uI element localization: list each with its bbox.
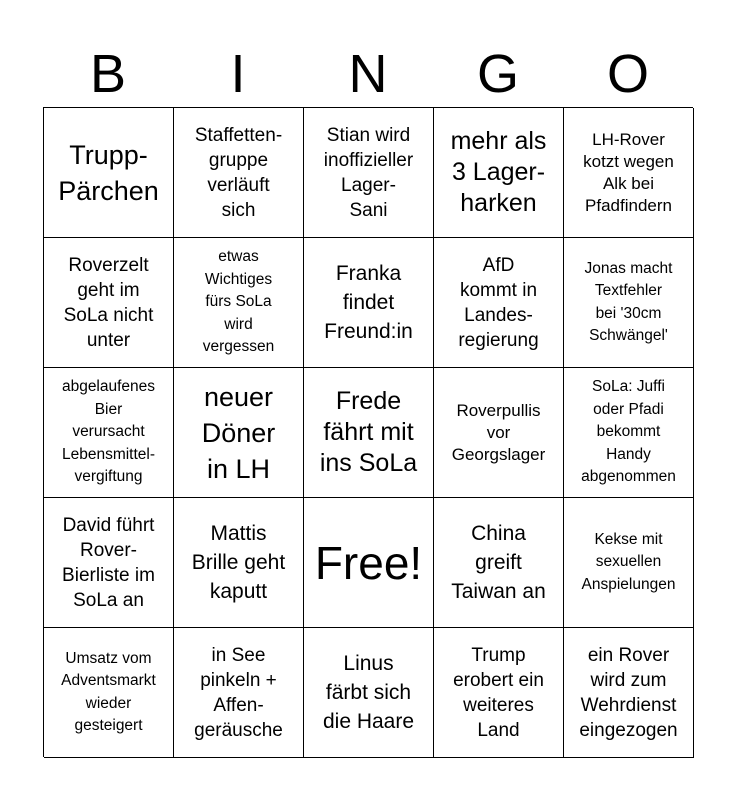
cell-text: in See pinkeln + Affen- geräusche xyxy=(194,644,283,741)
cell-text: Trump erobert ein weiteres Land xyxy=(453,644,544,741)
bingo-cell[interactable] xyxy=(564,108,694,238)
bingo-cell[interactable] xyxy=(174,238,304,368)
bingo-cell[interactable] xyxy=(174,498,304,628)
bingo-cell[interactable] xyxy=(564,628,694,758)
cell-text: Mattis Brille geht kaputt xyxy=(191,522,286,603)
bingo-cell[interactable] xyxy=(434,628,564,758)
bingo-header xyxy=(43,42,693,106)
cell-text: Trupp- Pärchen xyxy=(58,139,159,206)
cell-text: Frede fährt mit ins SoLa xyxy=(319,387,418,477)
cell-text: mehr als 3 Lager- harken xyxy=(450,127,547,217)
bingo-cell[interactable] xyxy=(44,108,174,238)
cell-text: Staffetten- gruppe verläuft sich xyxy=(194,124,283,221)
bingo-cell[interactable] xyxy=(434,498,564,628)
bingo-cell[interactable] xyxy=(304,368,434,498)
cell-text: David führt Rover- Bierliste im SoLa an xyxy=(62,514,155,611)
bingo-cell[interactable] xyxy=(304,628,434,758)
bingo-cell[interactable] xyxy=(434,368,564,498)
cell-text: ein Rover wird zum Wehrdienst eingezogen xyxy=(579,644,678,741)
cell-text: etwas Wichtiges fürs SoLa wird vergessen xyxy=(202,248,275,356)
bingo-cell[interactable] xyxy=(44,628,174,758)
cell-text: Kekse mit sexuellen Anspielungen xyxy=(581,530,676,593)
header-letter-g: G xyxy=(476,44,519,104)
free-space-text: Free! xyxy=(314,536,423,589)
cell-text: SoLa: Juffi oder Pfadi bekommt Handy abgenommen xyxy=(581,378,676,486)
cell-text: Franka findet Freund:in xyxy=(324,262,413,343)
cell-text: Roverpullis vor Georgslager xyxy=(451,400,546,464)
cell-text: China greift Taiwan an xyxy=(451,522,546,603)
bingo-cell[interactable] xyxy=(564,498,694,628)
cell-text: AfD kommt in Landes- regierung xyxy=(458,254,539,351)
bingo-cell[interactable] xyxy=(174,368,304,498)
header-letter-b: B xyxy=(89,44,127,104)
cell-text: Stian wird inoffizieller Lager- Sani xyxy=(323,124,414,221)
bingo-cell[interactable] xyxy=(434,238,564,368)
bingo-free-cell[interactable] xyxy=(304,498,434,628)
cell-text: Umsatz vom Adventsmarkt wieder gesteigert xyxy=(61,649,156,734)
cell-text: LH-Rover kotzt wegen Alk bei Pfadfindern xyxy=(583,129,674,215)
bingo-cell[interactable] xyxy=(174,108,304,238)
cell-text: neuer Döner in LH xyxy=(201,381,276,484)
bingo-cell[interactable] xyxy=(304,108,434,238)
cell-text: Roverzelt geht im SoLa nicht unter xyxy=(63,254,154,351)
bingo-cell[interactable] xyxy=(434,108,564,238)
header-letter-o: O xyxy=(606,44,649,104)
bingo-grid xyxy=(43,107,693,757)
cell-text: Jonas macht Textfehler bei '30cm Schwängel' xyxy=(584,259,673,344)
bingo-cell[interactable] xyxy=(44,498,174,628)
header-letter-n: N xyxy=(348,44,388,104)
bingo-cell[interactable] xyxy=(44,368,174,498)
bingo-cell[interactable] xyxy=(44,238,174,368)
header-letter-i: I xyxy=(230,44,246,104)
bingo-cell[interactable] xyxy=(304,238,434,368)
bingo-cell[interactable] xyxy=(564,238,694,368)
bingo-cell[interactable] xyxy=(564,368,694,498)
bingo-cell[interactable] xyxy=(174,628,304,758)
cell-text: Linus färbt sich die Haare xyxy=(322,652,415,733)
cell-text: abgelaufenes Bier verursacht Lebensmittel- vergiftung xyxy=(61,378,156,486)
